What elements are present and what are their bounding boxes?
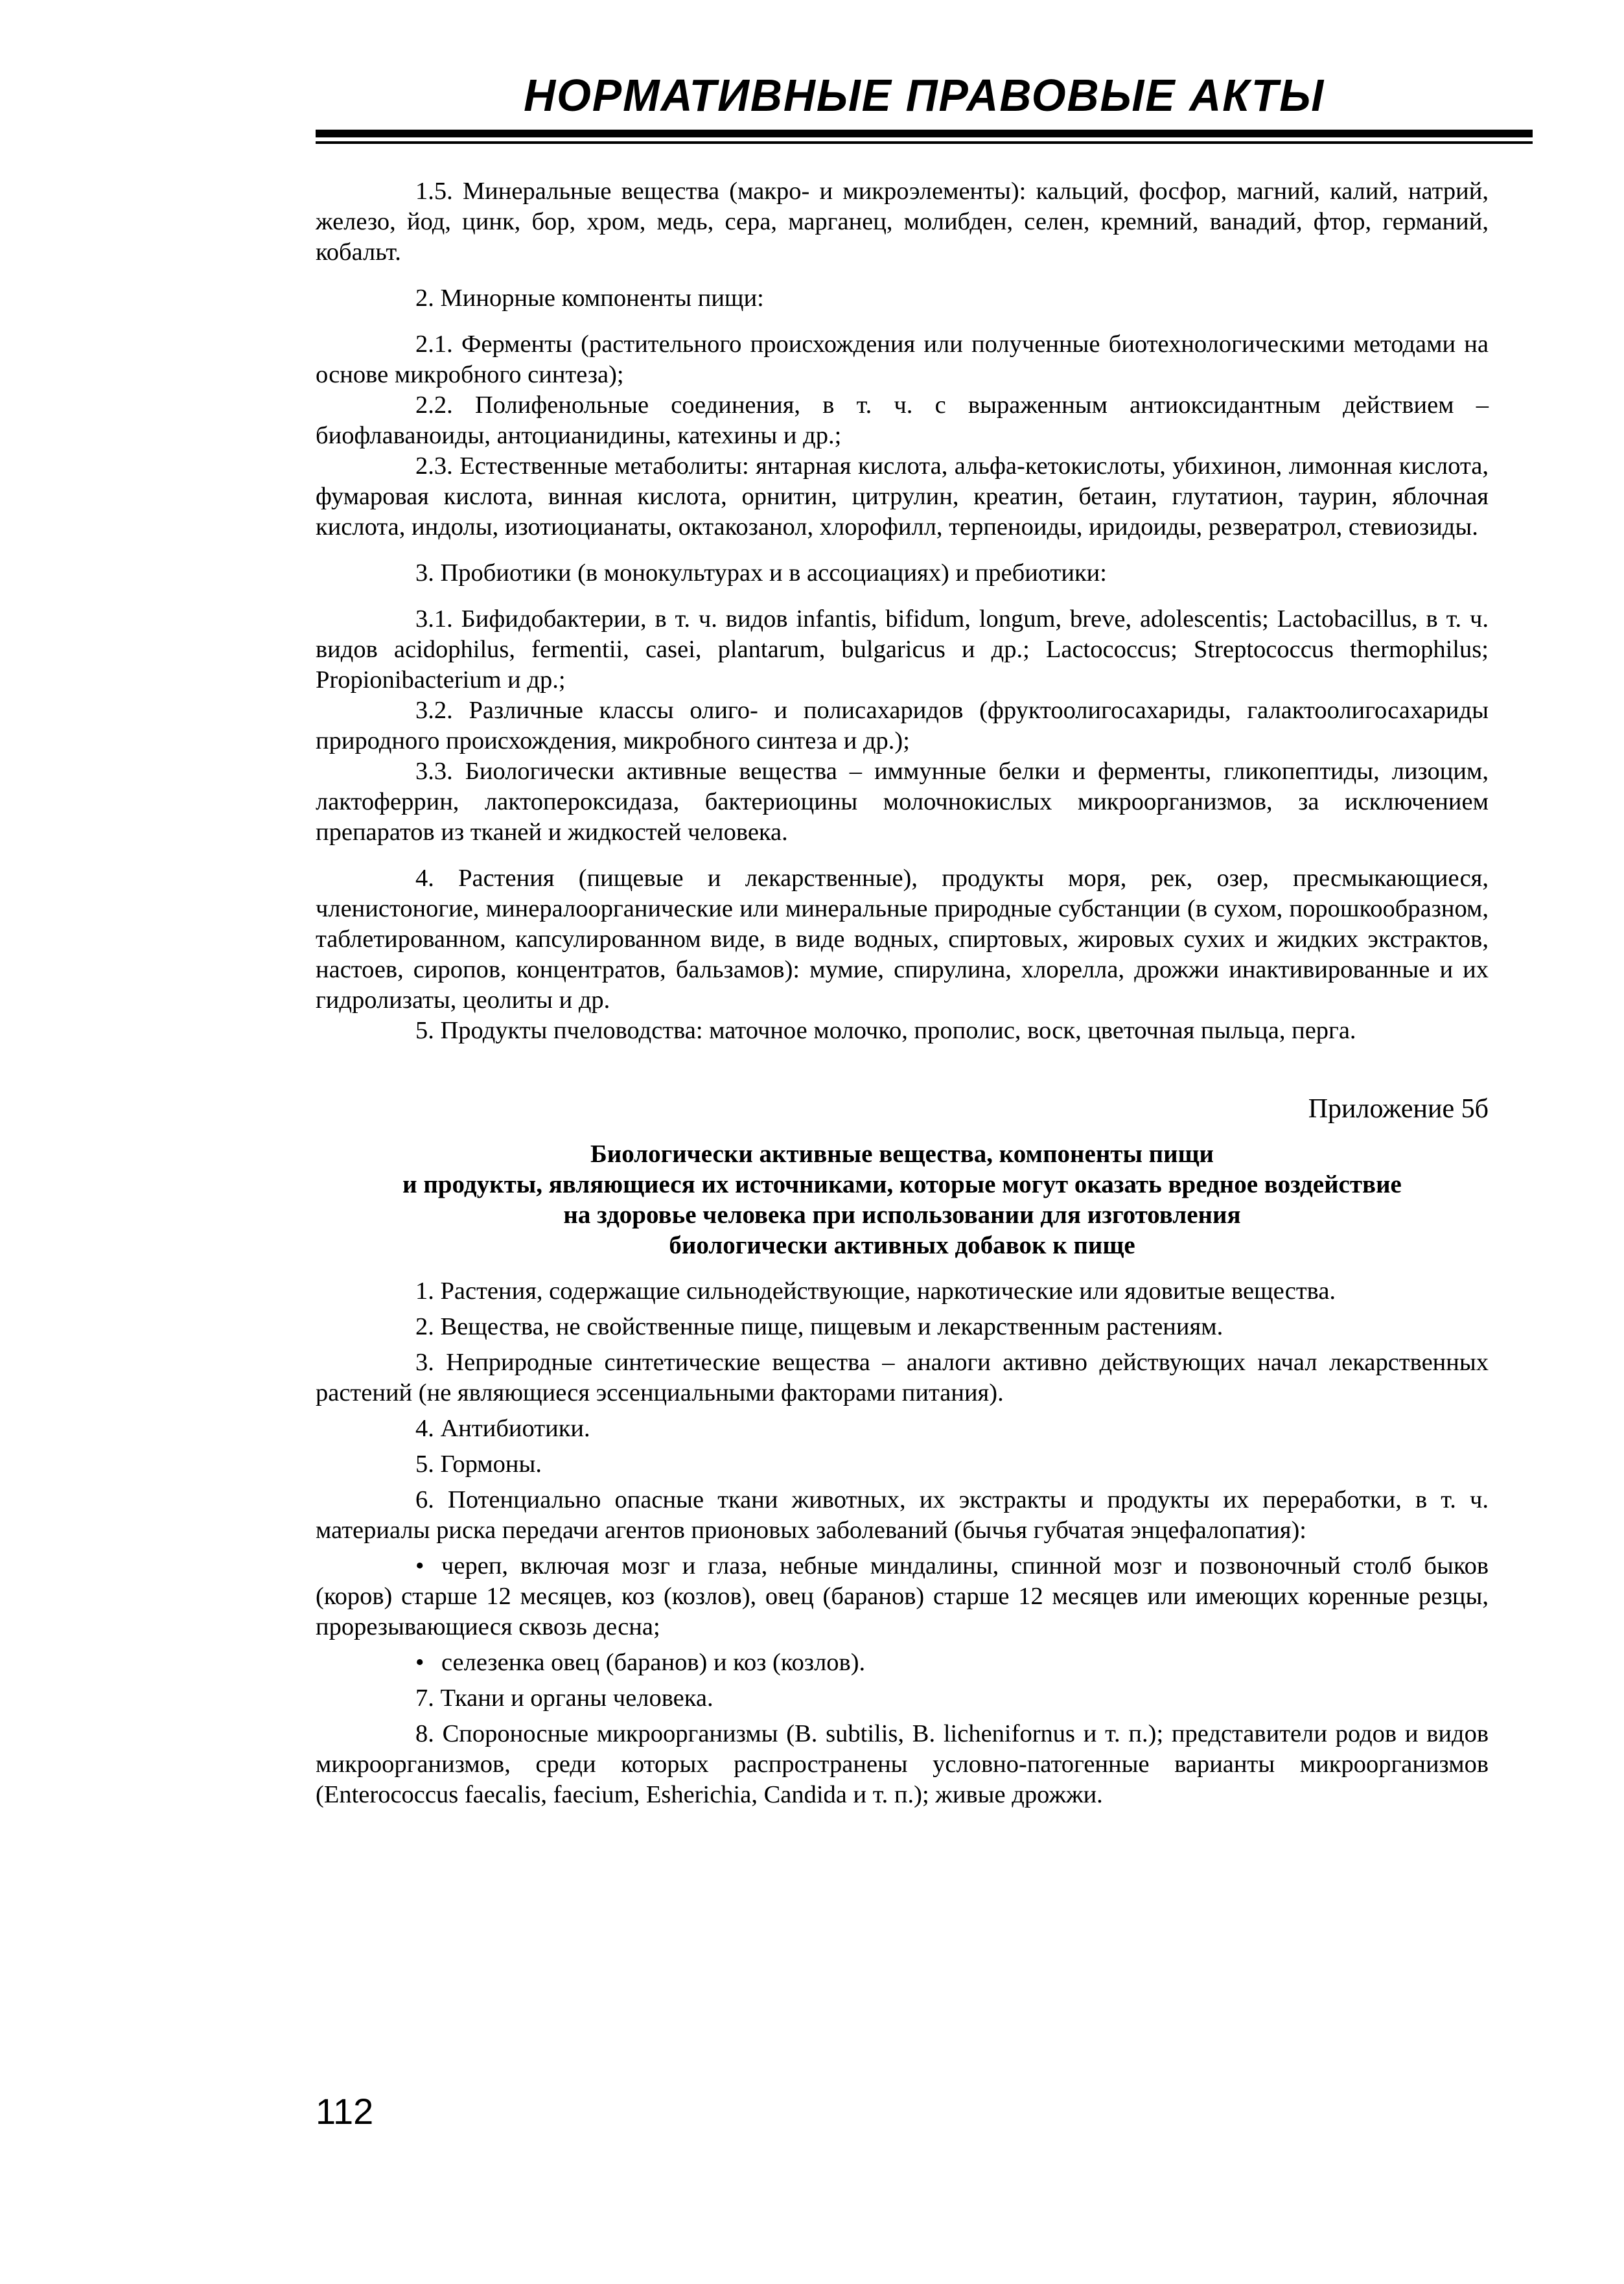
appendix-heading-line: на здоровье человека при использовании для изготовления (563, 1201, 1241, 1229)
header-rule-thick (316, 130, 1533, 137)
paragraph-2-2: 2.2. Полифенольные соединения, в т. ч. с выраженным антиоксидантным действием – биофлаваноиды, антоцианидины, катехины и др.; (316, 391, 1489, 449)
paragraph-3: 3. Пробиотики (в монокультурах и в ассоциациях) и пребиотики: (415, 559, 1107, 587)
appendix-heading-line: биологически активных добавок к пище (669, 1231, 1135, 1259)
paragraph-3-3: 3.3. Биологически активные вещества – иммунные белки и ферменты, гликопептиды, лизоцим, лактоферрин, лактопероксидаза, бактериоцины молочнокислых микроорганизмов, за исключением препаратов из тканей и жидкостей человека. (316, 758, 1489, 846)
paragraph-1-5: 1.5. Минеральные вещества (макро- и микроэлементы): кальций, фосфор, магний, калий, натрий, железо, йод, цинк, бор, хром, медь, сера, марганец, молибден, селен, кремний, ванадий, фтор, германий, кобальт. (316, 178, 1489, 266)
body-text (316, 176, 1489, 1810)
appendix-item-4: 4. Антибиотики. (415, 1415, 590, 1442)
appendix-item-2: 2. Вещества, не свойственные пище, пищевым и лекарственным растениям. (415, 1313, 1224, 1340)
appendix-item-8: 8. Спороносные микроорганизмы (B. subtilis, B. lichenifornus и т. п.); представители родов и видов микроорганизмов, среди которых распространены условно-патогенные варианты микроорганизмов (Enterococcus faecalis, faecium, Esherichia, Candida и т. п.); живые дрожжи. (316, 1720, 1489, 1808)
bullet-item-text: селезенка овец (баранов) и коз (козлов). (441, 1649, 866, 1676)
bullet-marker: • (415, 1552, 424, 1579)
page-number: 112 (316, 2091, 374, 2132)
paragraph-2: 2. Минорные компоненты пищи: (415, 285, 764, 312)
paragraph-2-3: 2.3. Естественные метаболиты: янтарная кислота, альфа-кетокислоты, убихинон, лимонная кислота, фумаровая кислота, винная кислота, орнитин, цитрулин, креатин, бетаин, глутатион, таурин, яблочная кислота, индолы, изотиоцианаты, октакозанол, хлорофилл, терпеноиды, иридоиды, резвератрол, стевиозиды. (316, 452, 1489, 541)
appendix-item-1: 1. Растения, содержащие сильнодействующие, наркотические или ядовитые вещества. (415, 1277, 1336, 1305)
paragraph-3-1: 3.1. Бифидобактерии, в т. ч. видов infantis, bifidum, longum, breve, adolescentis; Lactobacillus, в т. ч. видов acidophilus, fermentii, casei, plantarum, bulgaricus и др.; Lactococcus; Streptococcus thermophilus; Propionibacterium и др.; (316, 605, 1489, 693)
running-header (316, 70, 1533, 121)
appendix-label: Приложение 5б (1308, 1094, 1489, 1124)
header-title: НОРМАТИВНЫЕ ПРАВОВЫЕ АКТЫ (524, 70, 1325, 121)
appendix-heading-line: и продукты, являющиеся их источниками, которые могут оказать вредное воздействие (402, 1171, 1402, 1198)
appendix-heading-line: Биологически активные вещества, компоненты пищи (590, 1140, 1214, 1168)
appendix-item-6: 6. Потенциально опасные ткани животных, их экстракты и продукты их переработки, в т. ч. материалы риска передачи агентов прионовых заболеваний (бычья губчатая энцефалопатия): (316, 1486, 1489, 1544)
appendix-item-7: 7. Ткани и органы человека. (415, 1684, 713, 1712)
paragraph-4: 4. Растения (пищевые и лекарственные), продукты моря, рек, озер, пресмыкающиеся, членистоногие, минералоорганические или минеральные природные субстанции (в сухом, порошкообразном, таблетированном, капсулированном виде, в виде водных, спиртовых, жировых сухих и жидких экстрактов, настоев, сиропов, концентратов, бальзамов): мумие, спирулина, хлорелла, дрожжи инактивированные и их гидролизаты, цеолиты и др. (316, 865, 1489, 1014)
bullet-marker: • (415, 1649, 424, 1676)
paragraph-3-2: 3.2. Различные классы олиго- и полисахаридов (фруктоолигосахариды, галактоолигосахариды природного происхождения, микробного синтеза и др.); (316, 697, 1489, 754)
header-rule-thin (316, 141, 1533, 144)
bullet-item-text: череп, включая мозг и глаза, небные миндалины, спинной мозг и позвоночный столб быков (коров) старше 12 месяцев, коз (козлов), овец (баранов) старше 12 месяцев или имеющих коренные резцы, прорезывающиеся сквозь десна; (316, 1552, 1489, 1640)
paragraph-2-1: 2.1. Ферменты (растительного происхождения или полученные биотехнологическими методами на основе микробного синтеза); (316, 331, 1489, 388)
bullet-item-1 (316, 1551, 1489, 1642)
appendix-item-3: 3. Неприродные синтетические вещества – аналоги активно действующих начал лекарственных растений (не являющиеся эссенциальными факторами питания). (316, 1349, 1489, 1406)
bullet-item-2 (316, 1648, 1489, 1678)
paragraph-5: 5. Продукты пчеловодства: маточное молочко, прополис, воск, цветочная пыльца, перга. (415, 1017, 1356, 1044)
appendix-heading (316, 1139, 1489, 1261)
appendix-item-5: 5. Гормоны. (415, 1451, 542, 1478)
